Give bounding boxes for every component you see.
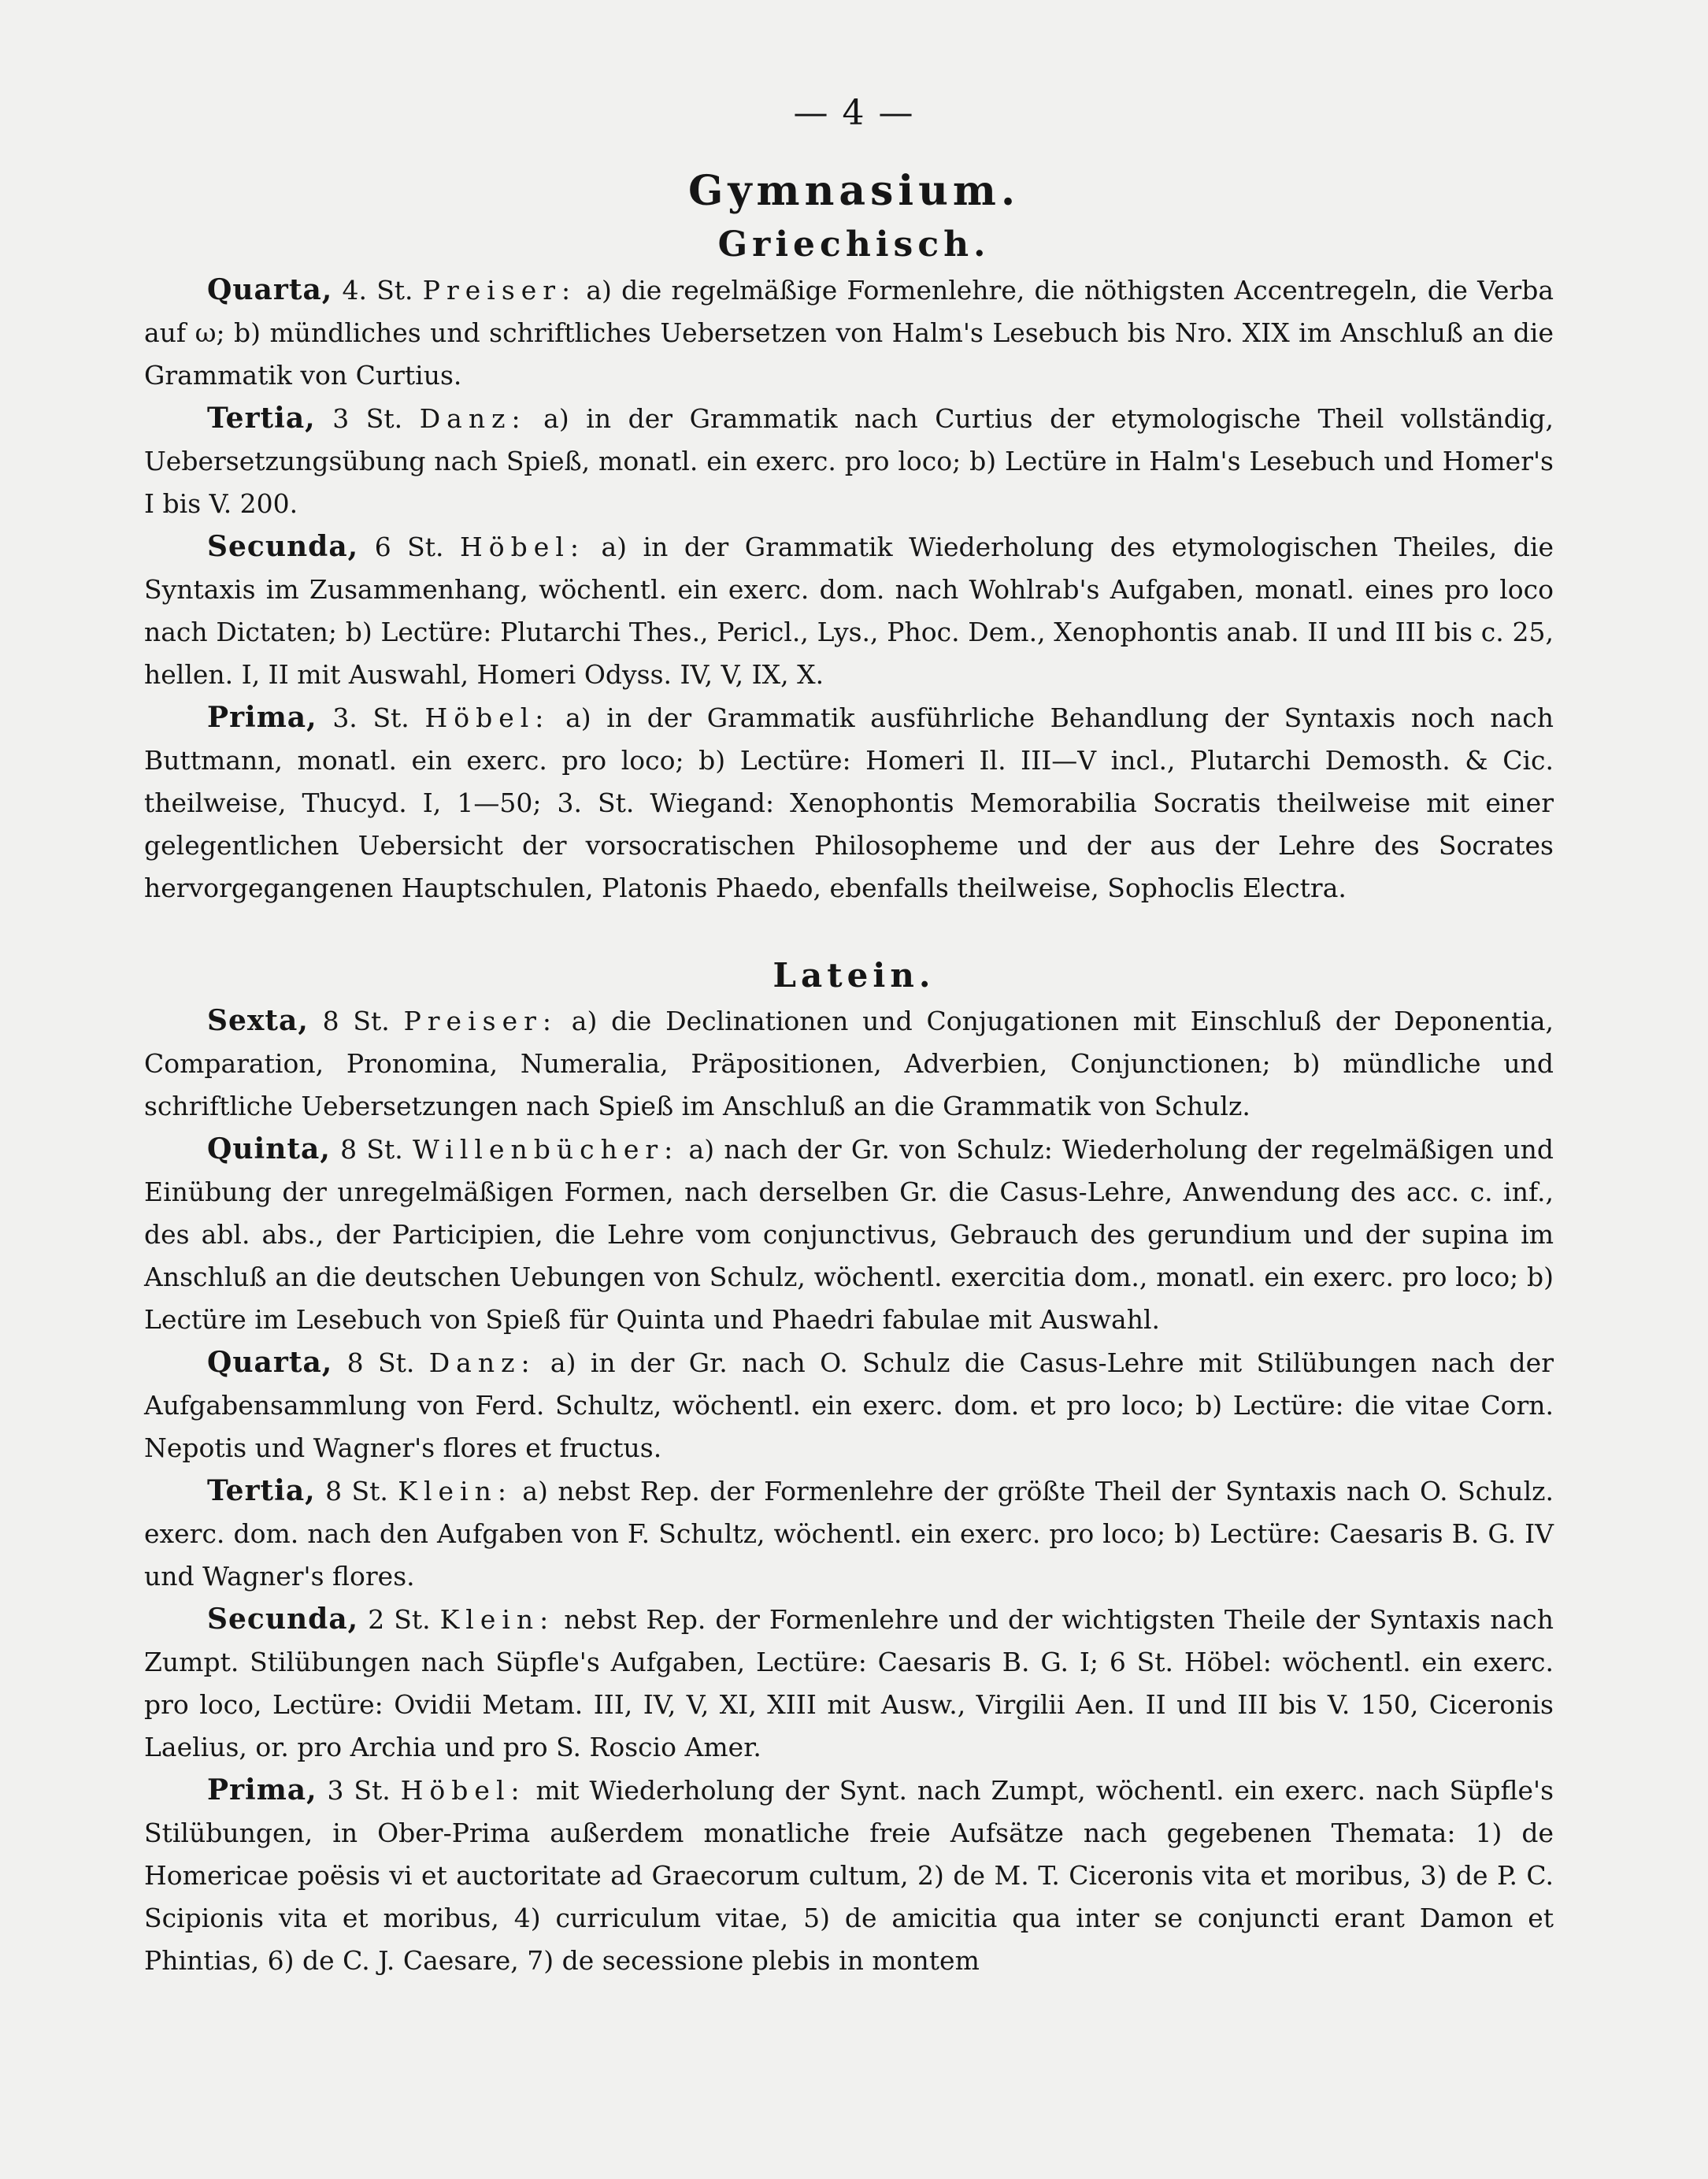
class-name: Sexta, [207, 1004, 309, 1037]
class-name: Tertia, [207, 1474, 316, 1507]
entry-text: a) die Declinationen und Conjugationen mit Einschluß der Deponentia, Comparation, Pronomina, Numeralia, Präpositionen, Adverbien, Conjunctionen; b) mündliche und schriftliche Uebersetzungen nach Spieß im Anschluß an die Grammatik von Schulz. [144, 1006, 1554, 1121]
hours: 8 St. [332, 1347, 429, 1378]
entry-paragraph [144, 1769, 1554, 1982]
section-title-latin: Latein. [772, 956, 936, 995]
entry-text: a) nebst Rep. der Formenlehre der größte Theil der Syntaxis nach O. Schulz. exerc. dom. nach den Aufgaben von F. Schultz, wöchentl. ein exerc. pro loco; b) Lectüre: Caesaris B. G. IV und Wagner's flores. [144, 1476, 1554, 1592]
entry-text: a) in der Gr. nach O. Schulz die Casus-Lehre mit Stilübungen nach der Aufgabensammlung von Ferd. Schultz, wöchentl. ein exerc. dom. et pro loco; b) Lectüre: die vitae Corn. Nepotis und Wagner's flores et fructus. [144, 1347, 1554, 1463]
class-name: Prima, [207, 701, 317, 734]
class-name: Tertia, [207, 402, 316, 435]
teacher-name: Höbel: [424, 702, 550, 733]
teacher-name: Höbel: [460, 532, 585, 562]
hours: 3 St. [315, 403, 420, 434]
entry-paragraph [144, 1341, 1554, 1469]
class-name: Secunda, [207, 1603, 359, 1636]
section-title-greek: Griechisch. [717, 224, 991, 265]
teacher-name: Klein: [398, 1476, 513, 1506]
entry-paragraph [144, 696, 1554, 910]
entry-paragraph [144, 269, 1554, 397]
entry-text: nebst Rep. der Formenlehre und der wichtigsten Theile der Syntaxis nach Zumpt. Stilübungen nach Süpfle's Aufgaben, Lectüre: Caesaris B. G. I; 6 St. Höbel: wöchentl. ein exerc. pro loco, Lectüre: Ovidii Metam. III, IV, V, XI, XIII mit Ausw., Virgilii Aen. II und III bis V. 150, Ciceronis Laelius, or. pro Archia und pro S. Roscio Amer. [144, 1604, 1554, 1762]
teacher-name: Danz: [428, 1347, 536, 1378]
entry-text: a) in der Grammatik Wiederholung des etymologischen Theiles, die Syntaxis im Zusammenhang, wöchentl. ein exerc. dom. nach Wohlrab's Aufgaben, monatl. eines pro loco nach Dictaten; b) Lectüre: Plutarchi Thes., Pericl., Lys., Phoc. Dem., Xenophontis anab. II und III bis c. 25, hellen. I, II mit Auswahl, Homeri Odyss. IV, V, IX, X. [144, 532, 1554, 690]
entry-paragraph [144, 1598, 1554, 1769]
entry-paragraph [144, 397, 1554, 525]
teacher-name: Preiser: [422, 275, 577, 306]
entry-text: mit Wiederholung der Synt. nach Zumpt, wöchentl. ein exerc. nach Süpfle's Stilübungen, in Ober-Prima außerdem monatliche freie Aufsätze nach gegebenen Themata: 1) de Homericae poësis vi et auctoritate ad Graecorum cultum, 2) de M. T. Ciceronis vita et moribus, 3) de P. C. Scipionis vita et moribus, 4) curriculum vitae, 5) de amicitia qua inter se conjuncti erant Damon et Phintias, 6) de C. J. Caesare, 7) de secessione plebis in montem [144, 1775, 1554, 1976]
hours: 6 St. [358, 532, 461, 562]
entry-paragraph [144, 1469, 1554, 1598]
entry-paragraph [144, 1128, 1554, 1341]
class-name: Secunda, [207, 530, 359, 563]
hours: 3. St. [317, 702, 425, 733]
hours: 8 St. [308, 1006, 404, 1036]
class-name: Quinta, [207, 1132, 331, 1165]
teacher-name: Höbel: [400, 1775, 526, 1806]
class-name: Prima, [207, 1773, 317, 1807]
entry-text: a) in der Grammatik nach Curtius der etymologische Theil vollständig, Uebersetzungsübung nach Spieß, monatl. ein exerc. pro loco; b) Lectüre in Halm's Lesebuch und Homer's I bis V. 200. [144, 403, 1554, 519]
entry-text: a) nach der Gr. von Schulz: Wiederholung der regelmäßigen und Einübung der unregelmäßigen Formen, nach derselben Gr. die Casus-Lehre, Anwendung des acc. c. inf., des abl. abs., der Participien, die Lehre vom conjunctivus, Gebrauch des gerundium und der supina im Anschluß an die deutschen Uebungen von Schulz, wöchentl. exercitia dom., monatl. ein exerc. pro loco; b) Lectüre im Lesebuch von Spieß für Quinta und Phaedri fabulae mit Auswahl. [144, 1134, 1554, 1335]
entry-paragraph [144, 525, 1554, 696]
hours: 8 St. [315, 1476, 398, 1506]
hours: 3 St. [317, 1775, 401, 1806]
entry-text: a) in der Grammatik ausführliche Behandlung der Syntaxis noch nach Buttmann, monatl. ein exerc. pro loco; b) Lectüre: Homeri Il. III—V incl., Plutarchi Demosth. & Cic. theilweise, Thucyd. I, 1—50; 3. St. Wiegand: Xenophontis Memorabilia Socratis theilweise mit einer gelegentlichen Uebersicht der vorsocratischen Philosopheme und der aus der Lehre des Socrates hervorgegangenen Hauptschulen, Platonis Phaedo, ebenfalls theilweise, Sophoclis Electra. [144, 702, 1554, 903]
latin-section [144, 999, 1554, 1982]
hours: 2 St. [358, 1604, 440, 1635]
teacher-name: Preiser: [403, 1006, 558, 1036]
entry-text: a) die regelmäßige Formenlehre, die nöthigsten Accentregeln, die Verba auf ω; b) mündliches und schriftliches Uebersetzen von Halm's Lesebuch bis Nro. XIX im Anschluß an die Grammatik von Curtius. [144, 275, 1554, 391]
teacher-name: Klein: [439, 1604, 555, 1635]
entry-paragraph [144, 999, 1554, 1128]
teacher-name: Danz: [419, 403, 527, 434]
teacher-name: Willenbücher: [412, 1134, 680, 1165]
class-name: Quarta, [207, 1346, 333, 1379]
page-number: — 4 — [793, 93, 915, 133]
hours: 4. St. [332, 275, 423, 306]
greek-section [144, 269, 1554, 910]
hours: 8 St. [330, 1134, 413, 1165]
class-name: Quarta, [207, 273, 333, 306]
main-heading: Gymnasium. [687, 167, 1021, 215]
